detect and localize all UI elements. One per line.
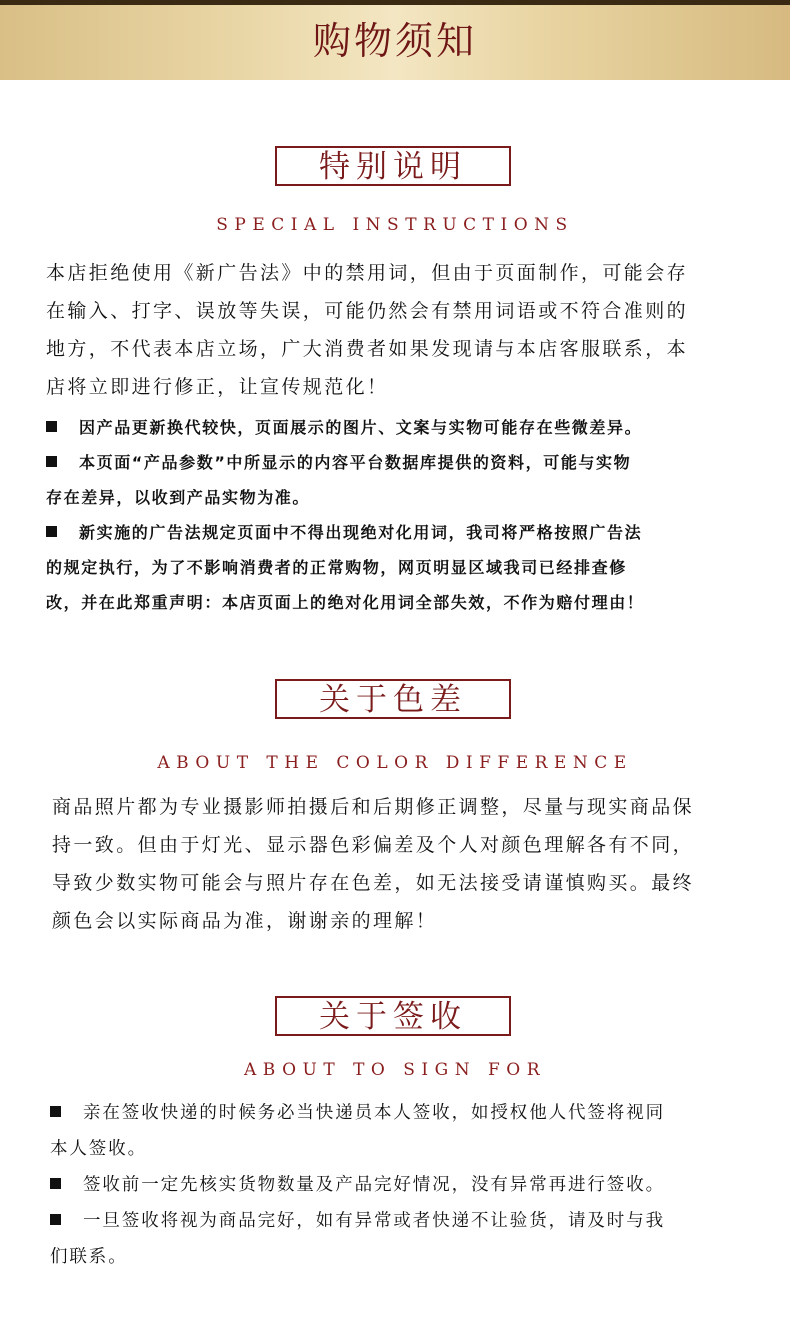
intro-line: 颜色会以实际商品为准，谢谢亲的理解！ — [52, 910, 438, 932]
intro-line: 在输入、打字、误放等失误，可能仍然会有禁用词语或不符合准则的 — [46, 300, 689, 322]
square-bullet-icon — [46, 456, 57, 467]
list-item-text: 的规定执行，为了不影响消费者的正常购物，网页明显区域我司已经排查修 — [46, 558, 627, 577]
section-intro-special — [46, 254, 688, 406]
list-item-text: 签收前一定先核实货物数量及产品完好情况，没有异常再进行签收。 — [83, 1175, 665, 1195]
section-title: 关于色差 — [319, 682, 467, 718]
section-title-box-color — [275, 679, 511, 719]
section-subtitle: ABOUT THE COLOR DIFFERENCE — [157, 753, 633, 773]
section-intro-color — [52, 788, 694, 940]
section-title-box-special — [275, 146, 511, 186]
page-title: 购物须知 — [312, 19, 477, 63]
square-bullet-icon — [46, 526, 57, 537]
list-item — [46, 410, 644, 445]
intro-line: 本店拒绝使用《新广告法》中的禁用词，但由于页面制作，可能会存 — [46, 262, 689, 284]
list-item-text: 亲在签收快递的时候务必当快递员本人签收，如授权他人代签将视同 — [83, 1103, 665, 1123]
list-item-text: 因产品更新换代较快，页面展示的图片、文案与实物可能存在些微差异。 — [79, 418, 643, 437]
list-item — [50, 1203, 665, 1275]
intro-line: 店将立即进行修正，让宣传规范化！ — [46, 376, 389, 398]
intro-line: 导致少数实物可能会与照片存在色差，如无法接受请谨慎购买。最终 — [52, 872, 695, 894]
list-item — [46, 515, 644, 620]
list-item — [46, 445, 644, 515]
list-item-text: 本人签收。 — [50, 1139, 147, 1159]
square-bullet-icon — [46, 421, 57, 432]
header-banner — [0, 0, 790, 80]
square-bullet-icon — [50, 1106, 61, 1117]
section-title: 特别说明 — [319, 149, 467, 185]
list-item — [50, 1095, 665, 1167]
list-item-text: 一旦签收将视为商品完好，如有异常或者快递不让验货，请及时与我 — [83, 1211, 665, 1231]
list-item-text: 新实施的广告法规定页面中不得出现绝对化用词，我司将严格按照广告法 — [79, 523, 643, 542]
list-item-text: 改，并在此郑重声明：本店页面上的绝对化用词全部失效，不作为赔付理由！ — [46, 593, 645, 612]
square-bullet-icon — [50, 1214, 61, 1225]
list-item-text: 本页面“产品参数”中所显示的内容平台数据库提供的资料，可能与实物 — [79, 453, 632, 472]
list-item — [50, 1167, 665, 1203]
section-title-box-sign — [275, 996, 511, 1036]
intro-line: 地方，不代表本店立场，广大消费者如果发现请与本店客服联系，本 — [46, 338, 689, 360]
section-title: 关于签收 — [319, 999, 467, 1035]
intro-line: 持一致。但由于灯光、显示器色彩偏差及个人对颜色理解各有不同， — [52, 834, 695, 856]
list-item-text: 们联系。 — [50, 1247, 128, 1267]
list-item-text: 存在差异，以收到产品实物为准。 — [46, 488, 311, 507]
square-bullet-icon — [50, 1178, 61, 1189]
section-subtitle: SPECIAL INSTRUCTIONS — [216, 215, 574, 235]
intro-line: 商品照片都为专业摄影师拍摄后和后期修正调整，尽量与现实商品保 — [52, 796, 695, 818]
bullet-list-special — [46, 410, 644, 620]
section-subtitle: ABOUT TO SIGN FOR — [243, 1060, 547, 1080]
bullet-list-sign — [50, 1095, 665, 1275]
